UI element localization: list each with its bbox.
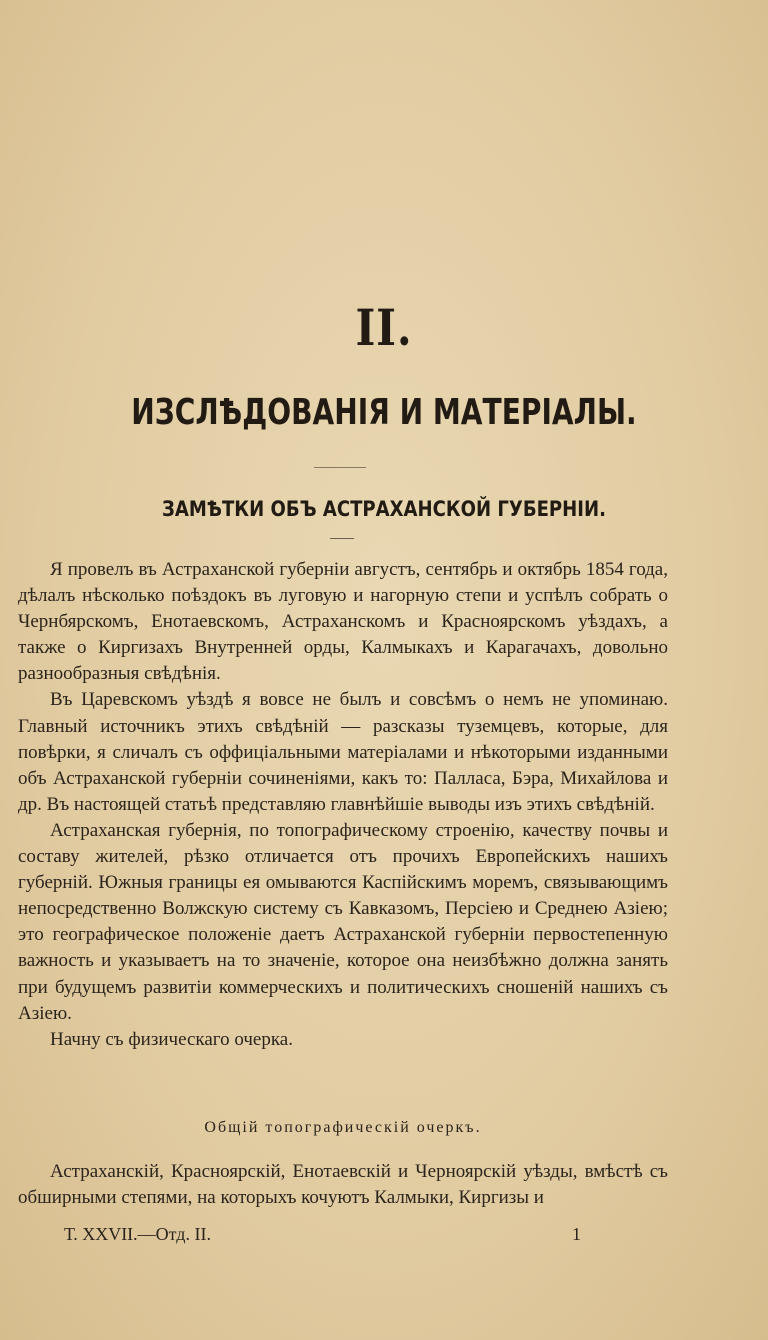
volume-signature: Т. XXVII.—Отд. II. [64, 1224, 211, 1244]
paragraph: Я провелъ въ Астраханской губерніи августъ, сентябрь и октябрь 1854 года, дѣлалъ нѣсколько поѣздокъ въ луговую и нагорную степи и успѣлъ собрать о Чернбярскомъ, Енотаевскомъ, Астраханскомъ и Красноярскомъ уѣздахъ, а также о Киргизахъ Внутренней орды, Калмыкахъ и Карагачахъ, довольно разнообразныя свѣдѣнія. [18, 559, 668, 685]
article-body [18, 557, 668, 1053]
title-divider [314, 467, 366, 468]
paragraph: Въ Царевскомъ уѣздѣ я вовсе не былъ и совсѣмъ о немъ не упоминаю. Главный источникъ этихъ свѣдѣній — разсказы туземцевъ, которые, для повѣрки, я сличалъ съ оффиціальными матеріалами и нѣкоторыми изданными объ Астраханской губерніи сочиненіями, какъ то: Палласа, Бэра, Михайлова и др. Въ настоящей статьѣ представляю главнѣйшіе выводы изъ этихъ свѣдѣній. [18, 689, 668, 815]
paragraph: Начну съ физическаго очерка. [50, 1028, 293, 1050]
paragraph: Астраханская губернія, по топографическому строенію, качеству почвы и составу жителей, рѣзко отличается отъ прочихъ Европейскихъ нашихъ губерній. Южныя границы ея омываются Каспійскимъ моремъ, связывающимъ непосредственно Волжскую систему съ Кавказомъ, Персіею и Среднею Азіею; это географическое положеніе даетъ Астраханской губерніи первостепенную важность и указываетъ на то значеніе, которое она неизбѣжно должна занять при будущемъ развитіи коммерческихъ и политическихъ сношеній нашихъ съ Азіею. [18, 819, 668, 1024]
part-number: II. [355, 298, 413, 357]
page-number: 1 [572, 1224, 581, 1244]
article-title: ЗАМѢТКИ ОБЪ АСТРАХАНСКОЙ ГУБЕРНІИ. [162, 497, 606, 521]
section-title: ИЗСЛѢДОВАНІЯ И МАТЕРІАЛЫ. [131, 392, 637, 433]
paragraph: Астраханскій, Красноярскій, Енотаевскій и Черноярскій уѣзды, вмѣстѣ съ обширными степями, на которыхъ кочуютъ Калмыки, Киргизы и [18, 1161, 668, 1209]
continuation-body [18, 1159, 668, 1211]
article-divider [330, 538, 354, 539]
section-subheading: Общій топографическій очеркъ. [204, 1119, 482, 1136]
